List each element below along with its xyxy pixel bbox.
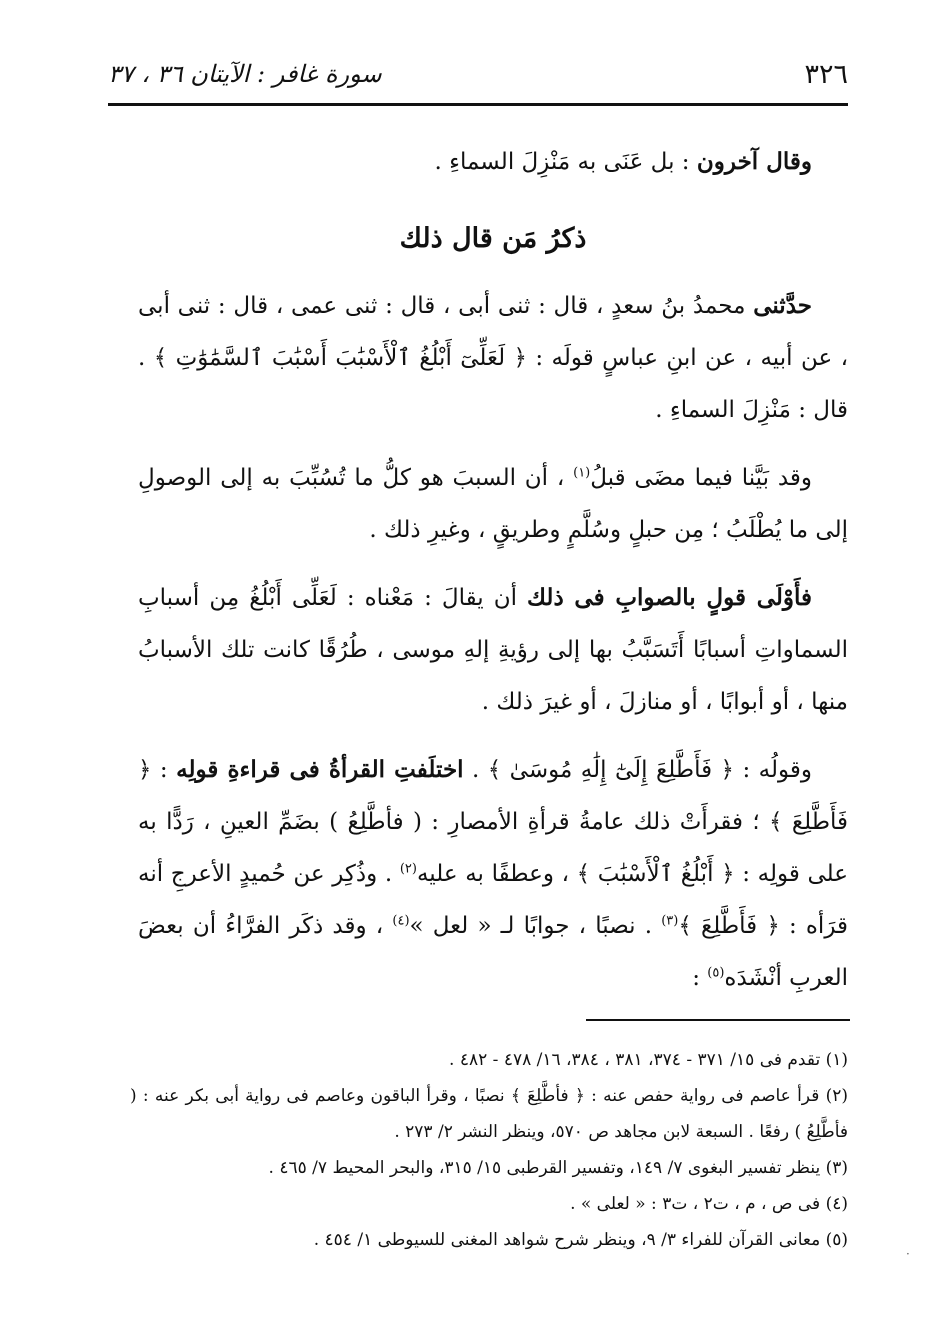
paragraph-3 bbox=[138, 452, 848, 556]
paragraph-1 bbox=[138, 136, 848, 188]
paragraph-2 bbox=[138, 280, 848, 436]
footnote-ref-1: (١) bbox=[573, 465, 591, 481]
footnote-1: (١) تقدم فى ١٥/ ٣٧١ - ٣٧٤، ٣٨١ ، ٣٨٤، ١٦/ ٤٧٨ - ٤٨٢ . bbox=[449, 1050, 848, 1070]
paragraph-5 bbox=[138, 744, 848, 1004]
paragraph-3-start: وقد بَيَّنا فيما مضَى قبلُ bbox=[590, 465, 812, 491]
paragraph-5-end: : bbox=[692, 965, 708, 991]
paragraph-3-text: ، أن السببَ هو كلُّ ما تُسُبِّبَ به إلى الوصولِ إلى ما يُطْلَبُ ؛ مِن حبلٍ وسُلَّمٍ وطريقٍ ، وغيرِ ذلك . bbox=[138, 465, 848, 543]
paragraph-1-text: : بل عَنَى به مَنْزِلَ السماءِ . bbox=[434, 149, 697, 175]
paragraph-4 bbox=[138, 572, 848, 728]
paragraph-5-bold: اختلَفتِ القرأةُ فى قراءةِ قولِه bbox=[176, 756, 464, 783]
paragraph-5-text-4: ، وقد ذكَر الفرَّاءُ أن بعضَ العربِ أنْشَدَه bbox=[138, 913, 848, 991]
paragraph-2-bold: حدَّثنى bbox=[753, 292, 812, 319]
main-text bbox=[138, 136, 848, 1020]
page-number: ٣٢٦ bbox=[804, 58, 848, 90]
footnotes bbox=[130, 1042, 848, 1258]
paragraph-4-text: أن يقالَ : مَعْناه : لَعَلِّى أَبْلُغُ مِن أسبابِ السماواتِ أسبابًا أَتَسَبَّبُ بها إلى رؤيةِ إلهِ موسى ، طُرُقًا كانت تلك الأسبابُ منها ، أو أبوابًا ، أو منازلَ ، أو غيرَ ذلك . bbox=[138, 585, 848, 715]
footnote-ref-4: (٤) bbox=[392, 913, 410, 929]
footnote-2: (٢) قرأ عاصم فى رواية حفص عنه : ﴿ فأطَّلِعَ ﴾ نصبًا ، وقرأ الباقون وعاصم فى رواية أبى بكر عنه : ( فأطَّلِعُ ) رفعًا . السبعة لابن مجاهد ص ٥٧٠، وينظر النشر ٢/ ٢٧٣ . bbox=[130, 1086, 848, 1142]
margin-dot: · bbox=[906, 1247, 910, 1261]
footnote-ref-5: (٥) bbox=[707, 965, 725, 981]
footnote-ref-3: (٣) bbox=[661, 913, 679, 929]
footnote-4: (٤) فى ص ، م ، ت٢ ، ت٣ : « لعلى » . bbox=[570, 1194, 848, 1214]
running-title: سورة غافر : الآيتان ٣٦ ، ٣٧ bbox=[108, 60, 382, 88]
page-header bbox=[108, 52, 848, 96]
paragraph-5-start: وقولُه : ﴿ فَأَطَّلِعَ إِلَىٰٓ إِلَٰهِ مُوسَىٰ ﴾ . bbox=[463, 757, 812, 783]
paragraph-2-text: محمدُ بنُ سعدٍ ، قال : ثنى أبى ، قال : ثنى عمى ، قال : ثنى أبى ، عن أبيه ، عن ابنِ عباسٍ قولَه : ﴿ لَعَلِّىٓ أَبْلُغُ ٱلْأَسْبَٰبَ أَسْبَٰبَ ٱلسَّمَٰوَٰتِ ﴾ . قال : مَنْزِلَ السماءِ . bbox=[138, 293, 848, 423]
footnote-3: (٣) ينظر تفسير البغوى ٧/ ١٤٩، وتفسير القرطبى ١٥/ ٣١٥، والبحر المحيط ٧/ ٤٦٥ . bbox=[268, 1158, 848, 1178]
paragraph-1-bold: وقال آخرون bbox=[696, 148, 812, 175]
footnote-ref-2: (٢) bbox=[399, 861, 417, 877]
paragraph-5-text-2: . وذُكِر عن حُميدٍ الأعرجِ أنه قرَأه : ﴿ فَأَطَّلِعَ ﴾ bbox=[138, 861, 849, 939]
section-heading: ذكرُ مَن قال ذلك bbox=[399, 223, 587, 254]
footnote-rule bbox=[586, 1019, 850, 1021]
footnote-5: (٥) معانى القرآن للفراء ٣/ ٩، وينظر شرح شواهد المغنى للسيوطى ١/ ٤٥٤ . bbox=[313, 1230, 848, 1250]
header-rule bbox=[108, 103, 848, 106]
paragraph-5-text-3: . نصبًا ، جوابًا لـ « لعل » bbox=[409, 913, 662, 939]
paragraph-4-bold: فأَوْلَى قولٍ بالصوابِ فى ذلك bbox=[527, 584, 812, 611]
paragraph-5-text-1: : ﴿ فَأَطَّلِعَ ﴾ ؛ فقرأَتْ ذلك عامةُ قرأةِ الأمصارِ : ( فأطَّلِعُ ) بضَمِّ العينِ ، رَدًّا به على قولِه : ﴿ أَبْلُغُ ٱلْأَسْبَٰبَ ﴾ ، وعطفًا به عليه bbox=[138, 757, 848, 887]
